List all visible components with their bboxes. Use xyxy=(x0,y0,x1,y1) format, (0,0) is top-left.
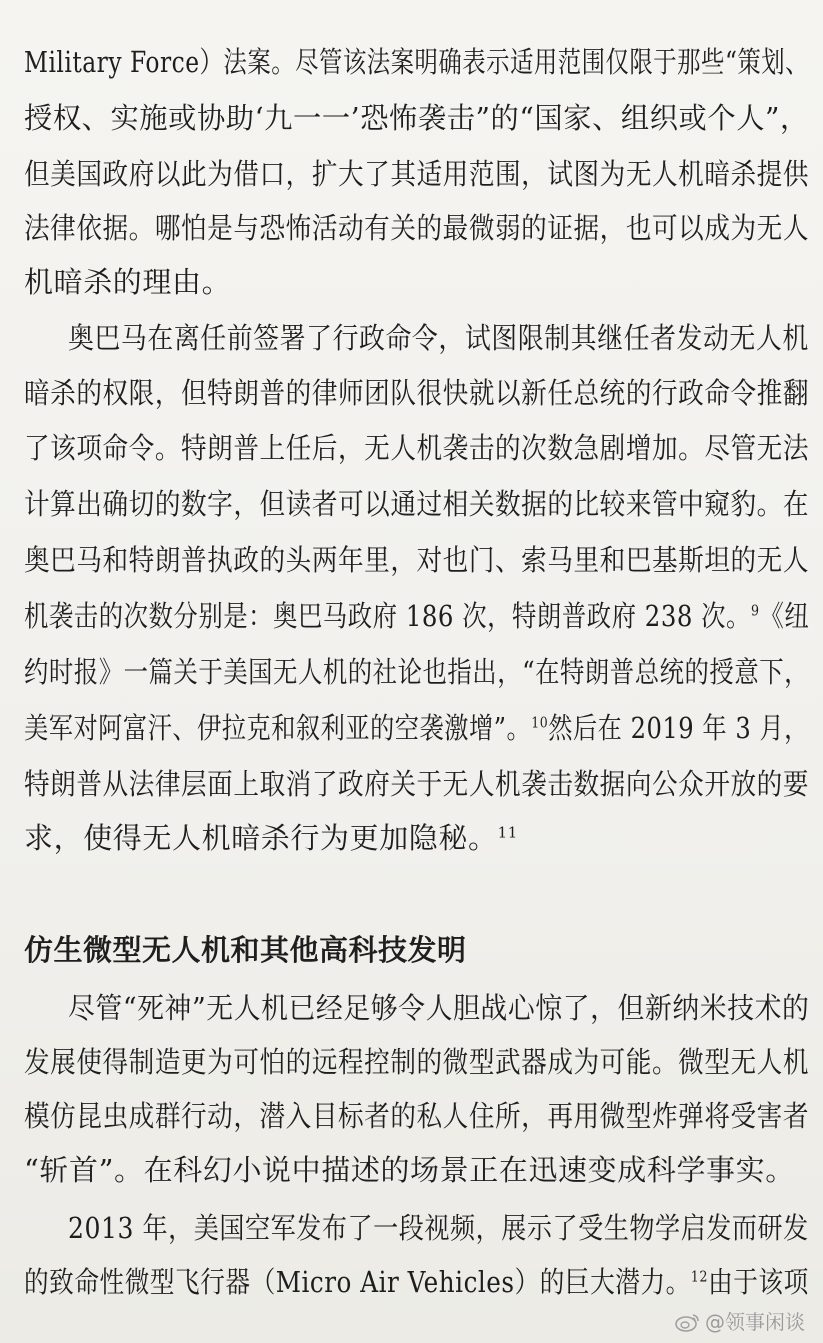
text-segment: 美军对阿富汗、伊拉克和叙利亚的空袭激增”。 xyxy=(24,711,532,745)
section-heading: 仿生微型无人机和其他高科技发明 xyxy=(24,933,467,967)
text-segment: 机袭击的次数分别是：奥巴马政府 186 次，特朗普政府 238 次。 xyxy=(24,599,751,633)
text-line: 特朗普从法律层面上取消了政府关于无人机袭击数据向公众开放的要 xyxy=(24,767,810,801)
text-line xyxy=(24,1262,809,1302)
text-line: 了该项命令。特朗普上任后，无人机袭击的次数急剧增加。尽管无法 xyxy=(24,431,810,465)
text-line: 但美国政府以此为借口，扩大了其适用范围，试图为无人机暗杀提供 xyxy=(24,157,810,191)
footnote-ref: 10 xyxy=(531,713,549,732)
footnote-ref: 12 xyxy=(690,1267,709,1286)
footnote-ref: 9 xyxy=(750,601,760,620)
text-line: 机暗杀的理由。 xyxy=(24,265,232,299)
text-line: 奥巴马和特朗普执政的头两年里，对也门、索马里和巴基斯坦的无人 xyxy=(24,543,810,577)
watermark-text: @领事闲谈 xyxy=(705,1310,805,1334)
text-segment: 《纽 xyxy=(759,599,810,633)
footnote-ref: 11 xyxy=(497,823,518,842)
text-line: 奥巴马在离任前签署了行政命令，试图限制其继任者发动无人机 xyxy=(68,321,809,355)
text-line: 发展使得制造更为可怕的远程控制的微型武器成为可能。微型无人机 xyxy=(24,1045,810,1079)
text-line xyxy=(24,708,809,748)
text-line: “斩首”。在科幻小说中描述的场景正在迅速变成科学事实。 xyxy=(24,1153,795,1187)
text-line xyxy=(24,596,809,636)
text-segment: 求，使得无人机暗杀行为更加隐秘。 xyxy=(24,821,498,855)
text-line: Military Force）法案。尽管该法案明确表示适用范围仅限于那些“策划、 xyxy=(24,45,810,79)
text-segment: 然后在 2019 年 3 月， xyxy=(548,711,809,745)
text-line: 计算出确切的数字，但读者可以通过相关数据的比较来管中窥豹。在 xyxy=(24,487,810,521)
watermark xyxy=(675,1306,805,1335)
text-line: 授权、实施或协助‘九一一’恐怖袭击”的“国家、组织或个人”， xyxy=(24,101,809,135)
text-segment: 由于该项 xyxy=(708,1265,809,1299)
weibo-icon xyxy=(675,1312,701,1332)
text-segment: 的致命性微型飞行器（Micro Air Vehicles）的巨大潜力。 xyxy=(24,1265,691,1299)
text-line: 尽管“死神”无人机已经足够令人胆战心惊了，但新纳米技术的 xyxy=(68,991,810,1025)
text-line xyxy=(24,818,518,858)
text-line: 法律依据。哪怕是与恐怖活动有关的最微弱的证据，也可以成为无人 xyxy=(24,211,810,245)
text-line: 暗杀的权限，但特朗普的律师团队很快就以新任总统的行政命令推翻 xyxy=(24,376,810,410)
text-line: 2013 年，美国空军发布了一段视频，展示了受生物学启发而研发 xyxy=(68,1211,809,1245)
text-line: 模仿昆虫成群行动，潜入目标者的私人住所，再用微型炸弹将受害者 xyxy=(24,1099,810,1133)
text-line: 约时报》一篇关于美国无人机的社论也指出，“在特朗普总统的授意下， xyxy=(24,655,810,689)
